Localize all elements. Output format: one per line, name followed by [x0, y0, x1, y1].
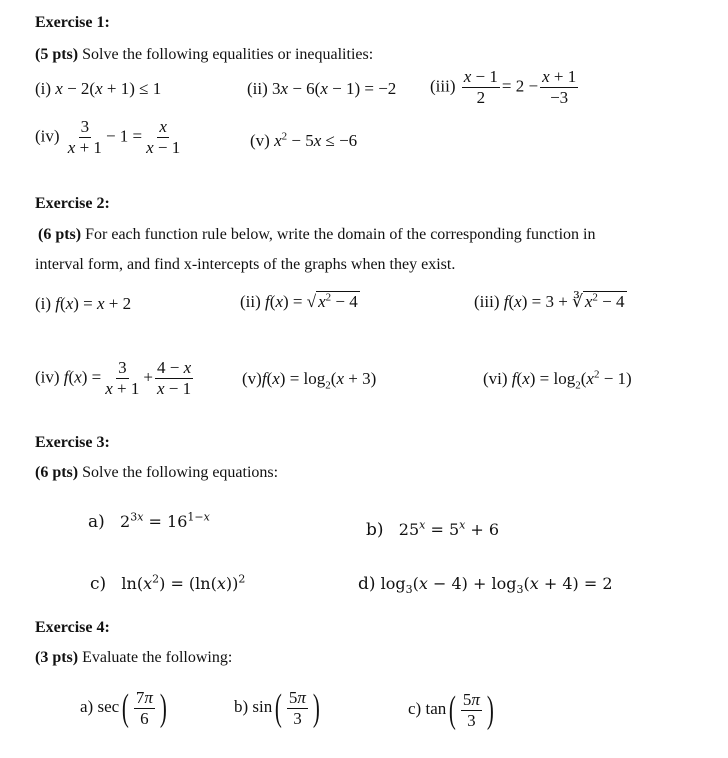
- ex2-item-iv: (iv) f(x) = $\frac{3}{x + 1}$ + $\frac{4 - x}{x - 1}$: [35, 358, 192, 398]
- ex3-item-b: b) $25^x = 5^x + 6$: [366, 518, 500, 540]
- ex4-item-b: b) sin( $\frac{5\pi}{3}$ ): [234, 687, 320, 729]
- ex3-item-a: a) $2^{3x} = 16^{1-x}$: [88, 510, 210, 532]
- exercise-1-instruction: [35, 46, 373, 64]
- ex3-item-c: c) $\ln(x^2) = (\ln(x))^2$: [90, 572, 246, 594]
- exercise-1-text: Solve the following equalities or inequalities:: [82, 46, 374, 63]
- ex1-item-v: (v) $x^2 - 5x \le -6$: [250, 130, 358, 150]
- exercise-1-title: Exercise 1:: [35, 14, 110, 31]
- exercise-2-instruction-1: (6 pts) For each function rule below, write the domain of the corresponding function in: [38, 226, 596, 243]
- exercise-2-points: (6 pts): [38, 226, 82, 243]
- ex2-item-v: $(v)f(x) = \log_2(x + 3)$: [242, 369, 377, 392]
- exercise-4-instruction: (3 pts) Evaluate the following:: [35, 649, 233, 666]
- exercise-3-instruction: (6 pts) Solve the following equations:: [35, 464, 279, 481]
- exercise-1-points: (5 pts): [35, 46, 79, 63]
- ex2-item-vi: (vi) $f(x) = \log_2(x^2 - 1)$: [483, 368, 632, 392]
- ex3-item-d: d) $\log_3(x - 4) + \log_3(x + 4) = 2$: [358, 574, 613, 597]
- exercise-2-title: Exercise 2:: [35, 195, 110, 212]
- exercise-2-instruction-2: interval form, and find x-intercepts of the graphs when they exist.: [35, 256, 456, 273]
- exercise-4-points: (3 pts): [35, 649, 79, 666]
- exercise-4-title: Exercise 4:: [35, 619, 110, 636]
- exercise-3-points: (6 pts): [35, 464, 79, 481]
- ex2-item-i: (i) f(x) = x + 2: [35, 294, 132, 313]
- ex4-item-c: c) tan( $\frac{5\pi}{3}$ ): [408, 689, 494, 731]
- ex1-item-ii: (ii) 3x − 6(x − 1) = −2: [247, 79, 397, 98]
- ex1-item-iii: (iii) $\frac{x - 1}{2}$ = 2 − $\frac{x + 1}{-3}$: [430, 67, 577, 107]
- ex2-item-iii: (iii) f(x) = 3 + ∛ $x^2 - 4$: [474, 291, 625, 311]
- exercise-3-title: Exercise 3:: [35, 434, 110, 451]
- ex1-item-iv: (iv) $\frac{3}{x + 1}$ − 1 = $\frac{x}{x - 1}$: [35, 117, 181, 157]
- ex4-item-a: a) sec( $\frac{7\pi}{6}$ ): [80, 687, 167, 729]
- ex2-item-ii: (ii) f(x) = √ $x^2 - 4$: [240, 291, 358, 311]
- ex1-item-i: (i) x − 2(x + 1) ≤ 1: [35, 79, 162, 98]
